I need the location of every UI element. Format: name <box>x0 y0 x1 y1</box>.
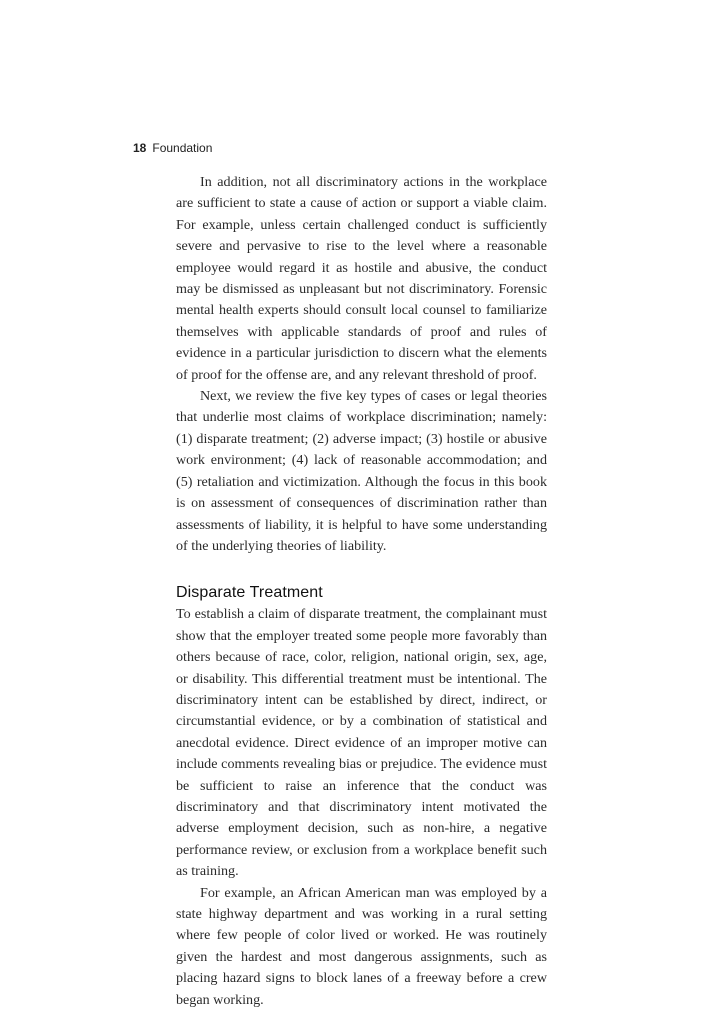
paragraph-example: For example, an African American man was employed by a state highway department and was working in a rural setting where few people of color lived or worked. He was routinely given the hardest and most dangerous assignments, such as placing hazard signs to block lanes of a freeway before a crew began working. <box>176 884 547 1008</box>
paragraph-discriminatory-actions: In addition, not all discriminatory actions in the workplace are sufficient to state a cause of action or support a viable claim. For example, unless certain challenged conduct is sufficiently severe and pervasive to rise to the level where a reasonable employee would regard it as hostile and abusive, the conduct may be dismissed as unpleasant but not discriminatory. Forensic mental health experts should consult local counsel to familiarize themselves with applicable standards of proof and rules of evidence in a particular jurisdiction to discern what the elements of proof for the offense are, and any relevant threshold of proof. <box>176 174 547 383</box>
paragraph-legal-theories: Next, we review the five key types of cases or legal theories that underlie most claims of workplace discrimination; namely: (1) disparate treatment; (2) adverse impact; (3) hostile or abusive work environment; (4) lack of reasonable accommodation; and (5) retaliation and victimization. Although the focus in this book is on assessment of consequences of discrimination rather than assessments of liability, it is helpful to have some understanding of the underlying theories of liability. <box>176 388 547 554</box>
running-head-section: Foundation <box>152 141 213 155</box>
page-number: 18 <box>133 141 147 155</box>
section-heading-disparate-treatment: Disparate Treatment <box>176 584 323 602</box>
running-head <box>133 141 212 155</box>
body-text <box>176 172 547 1011</box>
paragraph-disparate-treatment: To establish a claim of disparate treatment, the complainant must show that the employer treated some people more favorably than others because of race, color, religion, national origin, sex, age, or disability. This differential treatment must be intentional. The discriminatory intent can be established by direct, indirect, or circumstantial evidence, or by a combination of statistical and anecdotal evidence. Direct evidence of an improper motive can include comments revealing bias or prejudice. The evidence must be sufficient to raise an inference that the conduct was discriminatory and that discriminatory intent motivated the adverse employment decision, such as non-hire, a negative performance review, or exclusion from a workplace benefit such as training. <box>176 606 547 880</box>
